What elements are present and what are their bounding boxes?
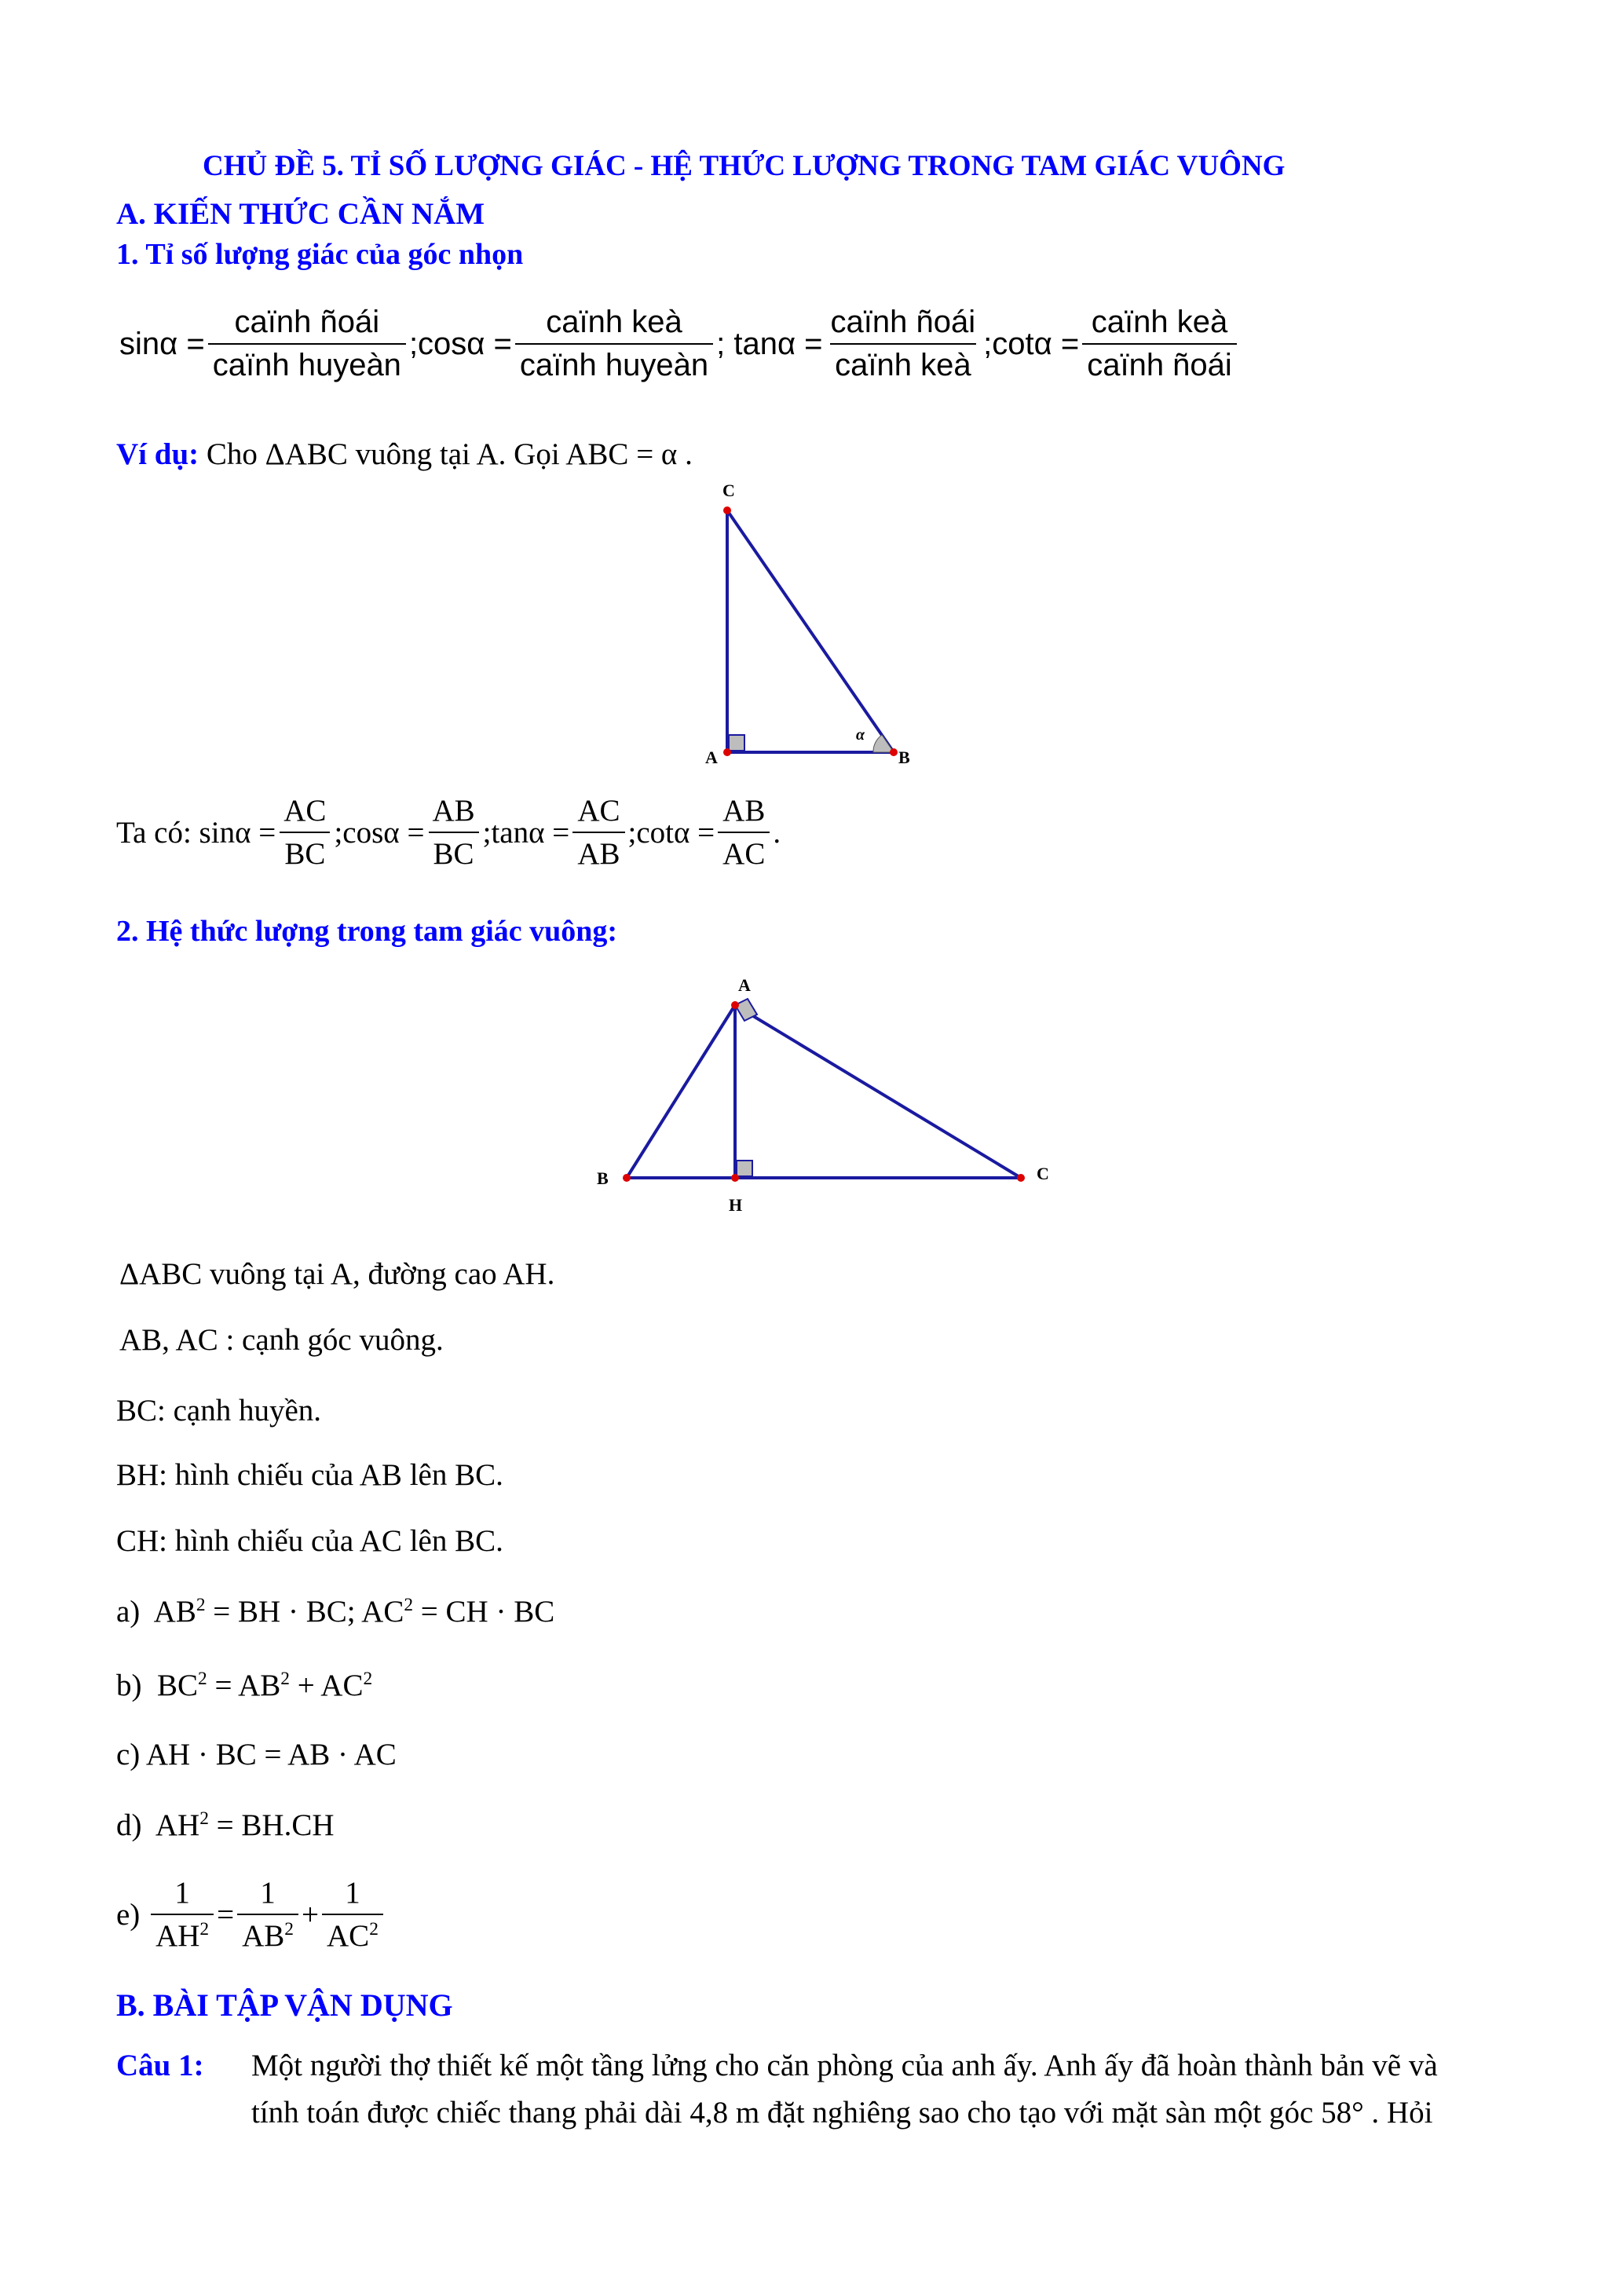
sq: 2 [198, 1669, 207, 1689]
page-title: CHỦ ĐỀ 5. TỈ SỐ LƯỢNG GIÁC - HỆ THỨC LƯỢNG TRONG TAM GIÁC VUÔNG [203, 150, 1286, 182]
ratio-tan-lhs: ;tanα = [482, 815, 570, 850]
formula-c: c) AH · BC = AB · AC [116, 1738, 397, 1771]
side-ba [627, 1005, 735, 1178]
frac-ah-num: 1 [174, 1876, 190, 1910]
formula-e-label: e) [116, 1897, 141, 1932]
frac-ah-den [151, 1914, 214, 1954]
cos-denominator: caïnh huyeàn [515, 343, 713, 383]
right-angle-marker [729, 735, 744, 751]
ac: AC [327, 1919, 370, 1953]
cos-numerator: caïnh keà [546, 305, 682, 339]
cot-denominator: caïnh ñoái [1082, 343, 1237, 383]
formula-b: b) $BC^2 = AB^2 + AC^2$ [116, 1669, 373, 1702]
sq: 2 [404, 1595, 414, 1615]
point-b [623, 1174, 631, 1182]
cos-fraction [515, 305, 713, 383]
sin-numerator: caïnh ñoái [234, 305, 380, 339]
sq: 2 [196, 1595, 206, 1615]
label-a: A [705, 748, 718, 767]
frac-ab-num: 1 [260, 1876, 276, 1910]
example-text: Cho ΔABC vuông tại A. Gọi ABC = α . [206, 437, 693, 471]
subsection-1-heading: 1. Tỉ số lượng giác của góc nhọn [116, 238, 524, 271]
point-h [731, 1174, 739, 1182]
note-triangle: ΔABC vuông tại A, đường cao AH. [119, 1257, 555, 1291]
point-a [731, 1001, 739, 1009]
example-label: Ví dụ: [116, 437, 199, 471]
cos-lhs: ;cosα = [408, 326, 512, 361]
ratio-sin-num: AC [283, 794, 327, 828]
ratio-cos [427, 793, 479, 872]
sq: 2 [284, 1919, 294, 1940]
note-legs: AB, AC : cạnh góc vuông. [119, 1323, 444, 1357]
point-a [723, 748, 731, 756]
ratio-cot [718, 793, 770, 872]
formula-b-label: b) [116, 1669, 142, 1702]
sq: 2 [199, 1919, 210, 1940]
frac-ac-den [322, 1914, 383, 1954]
label-c: C [1037, 1164, 1049, 1183]
label-alpha: α [856, 726, 865, 744]
ratio-cot-num: AB [722, 794, 766, 828]
cot-lhs: ;cotα = [983, 326, 1080, 361]
label-a: A [738, 975, 751, 995]
sq: 2 [369, 1919, 379, 1940]
formula-d: d) $AH^2 = BH.CH$ [116, 1808, 335, 1842]
ratio-cot-lhs: ;cotα = [627, 815, 715, 850]
tan-lhs: ; tanα = [716, 326, 823, 361]
ab: AB [242, 1919, 285, 1953]
sin-lhs: sinα = [119, 326, 205, 361]
ratios-end: . [773, 815, 781, 850]
figure-1-right-triangle [691, 479, 942, 770]
sq: 2 [280, 1669, 290, 1689]
note-bh: BH: hình chiếu của AB lên BC. [116, 1458, 503, 1492]
tan-fraction [826, 305, 981, 383]
ratio-cot-den: AC [718, 832, 770, 872]
cot-numerator: caïnh keà [1091, 305, 1228, 339]
question-1-line-1: Một người thợ thiết kế một tầng lửng cho căn phòng của anh ấy. Anh ấy đã hoàn thành bản vẽ và [251, 2049, 1438, 2082]
question-1-label [116, 2048, 204, 2083]
formula-a: a) $AB^2$ = BH · BC; $AC^2$ = CH · BC [116, 1595, 555, 1629]
sq: 2 [199, 1808, 209, 1829]
frac-ab-den [237, 1914, 298, 1954]
point-c [1017, 1174, 1025, 1182]
question-1-line-2: tính toán được chiếc thang phải dài 4,8 m đặt nghiêng sao cho tạo với mặt sàn một góc 58° . Hỏi [251, 2096, 1433, 2130]
formula-d-label: d) [116, 1808, 142, 1842]
trig-definitions [119, 305, 1240, 383]
side-ac [735, 1005, 1021, 1178]
ratios-line [116, 793, 781, 872]
label-c: C [722, 481, 735, 500]
tan-numerator: caïnh ñoái [830, 305, 976, 339]
formula-a-label: a) [116, 1595, 141, 1629]
note-hypotenuse: BC: cạnh huyền. [116, 1394, 322, 1428]
label-b: B [597, 1168, 609, 1188]
frac-ac [322, 1875, 383, 1954]
ratio-tan-den: AB [572, 832, 624, 872]
figure-2-altitude-triangle [581, 974, 1068, 1233]
ratios-prefix: Ta có: sinα = [116, 815, 276, 850]
question-1-number: Câu 1: [116, 2049, 204, 2082]
sin-fraction [208, 305, 406, 383]
section-b-heading: B. BÀI TẬP VẬN DỤNG [116, 1987, 453, 2023]
ratio-sin [279, 793, 331, 872]
formula-e: e) $\frac{1}{AH^2}$ = $\frac{1}{AB^2}$ + $\frac{1}{AC^2}$ [116, 1875, 386, 1954]
point-b [890, 748, 898, 756]
side-cb [727, 510, 894, 752]
ratio-cos-den: BC [429, 832, 479, 872]
angle-alpha-arc [873, 735, 894, 752]
sq: 2 [363, 1669, 373, 1689]
ratio-cos-lhs: ;cosα = [334, 815, 425, 850]
frac-ac-num: 1 [345, 1876, 360, 1910]
ratio-sin-den: BC [280, 832, 330, 872]
example-line [116, 437, 693, 472]
frac-ab [237, 1875, 298, 1954]
sin-denominator: caïnh huyeàn [208, 343, 406, 383]
ratio-cos-num: AB [432, 794, 475, 828]
point-c [723, 506, 731, 514]
right-angle-h [737, 1161, 752, 1176]
label-h: H [729, 1195, 743, 1215]
frac-ah [151, 1875, 214, 1954]
label-b: B [898, 748, 910, 767]
tan-denominator: caïnh keà [830, 343, 975, 383]
ratio-tan [572, 793, 624, 872]
ah: AH [155, 1919, 200, 1953]
section-a-heading: A. KIẾN THỨC CẦN NẮM [116, 197, 485, 231]
note-ch: CH: hình chiếu của AC lên BC. [116, 1524, 503, 1558]
ratio-tan-num: AC [577, 794, 620, 828]
cot-fraction [1082, 305, 1237, 383]
subsection-2-heading: 2. Hệ thức lượng trong tam giác vuông: [116, 915, 618, 948]
